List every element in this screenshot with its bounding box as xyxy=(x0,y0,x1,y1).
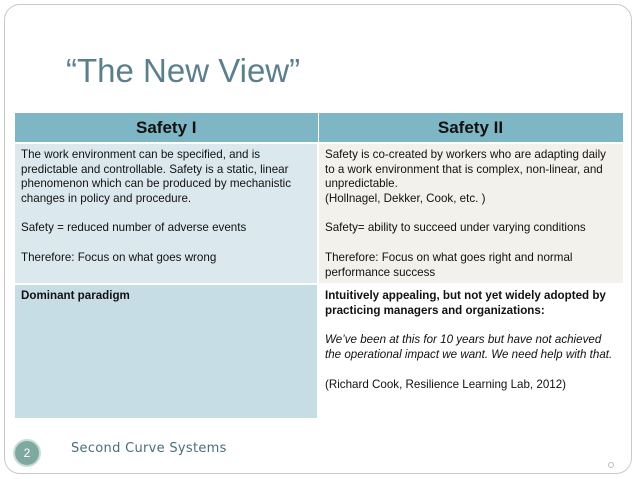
header-safety-2: Safety II xyxy=(318,113,623,143)
safety-2-definition: Safety= ability to succeed under varying conditions xyxy=(325,221,586,235)
corner-dot xyxy=(608,462,614,468)
safety-2-paradigm: Intuitively appealing, but not yet widely adopted by practicing managers and organizations: xyxy=(325,289,606,317)
slide-title: “The New View” xyxy=(66,52,301,89)
safety-2-paradigm-cell xyxy=(318,284,623,418)
safety-1-focus: Therefore: Focus on what goes wrong xyxy=(21,250,217,264)
safety-1-cell xyxy=(15,143,318,284)
table-row xyxy=(15,284,623,418)
safety-1-description: The work environment can be specified, and is predictable and controllable. Safety is a static, linear phenomenon which can be produced by mechanistic changes in policy and procedure. xyxy=(21,148,292,205)
safety-2-quote: We’ve been at this for 10 years but have not achieved the operational impact we want. We need help with that. xyxy=(325,333,613,361)
header-safety-1: Safety I xyxy=(15,113,318,143)
safety-1-paradigm: Dominant paradigm xyxy=(21,289,130,303)
footer-text: Second Curve Systems xyxy=(71,441,227,456)
safety-1-paradigm-cell xyxy=(15,284,318,418)
page-number-badge: 2 xyxy=(13,439,41,467)
table-header-row xyxy=(15,113,623,143)
safety-2-focus: Therefore: Focus on what goes right and normal performance success xyxy=(325,250,573,279)
safety-2-description: Safety is co-created by workers who are adapting daily to a work environment that is complex, non-linear, and unpredictable. xyxy=(325,148,606,191)
safety-2-citation: (Hollnagel, Dekker, Cook, etc. ) xyxy=(325,191,486,205)
safety-1-definition: Safety = reduced number of adverse events xyxy=(21,221,247,235)
comparison-table xyxy=(15,113,624,418)
safety-2-cell xyxy=(318,143,623,284)
table-row xyxy=(15,143,623,284)
safety-2-quote-source: (Richard Cook, Resilience Learning Lab, 2012) xyxy=(325,377,567,391)
